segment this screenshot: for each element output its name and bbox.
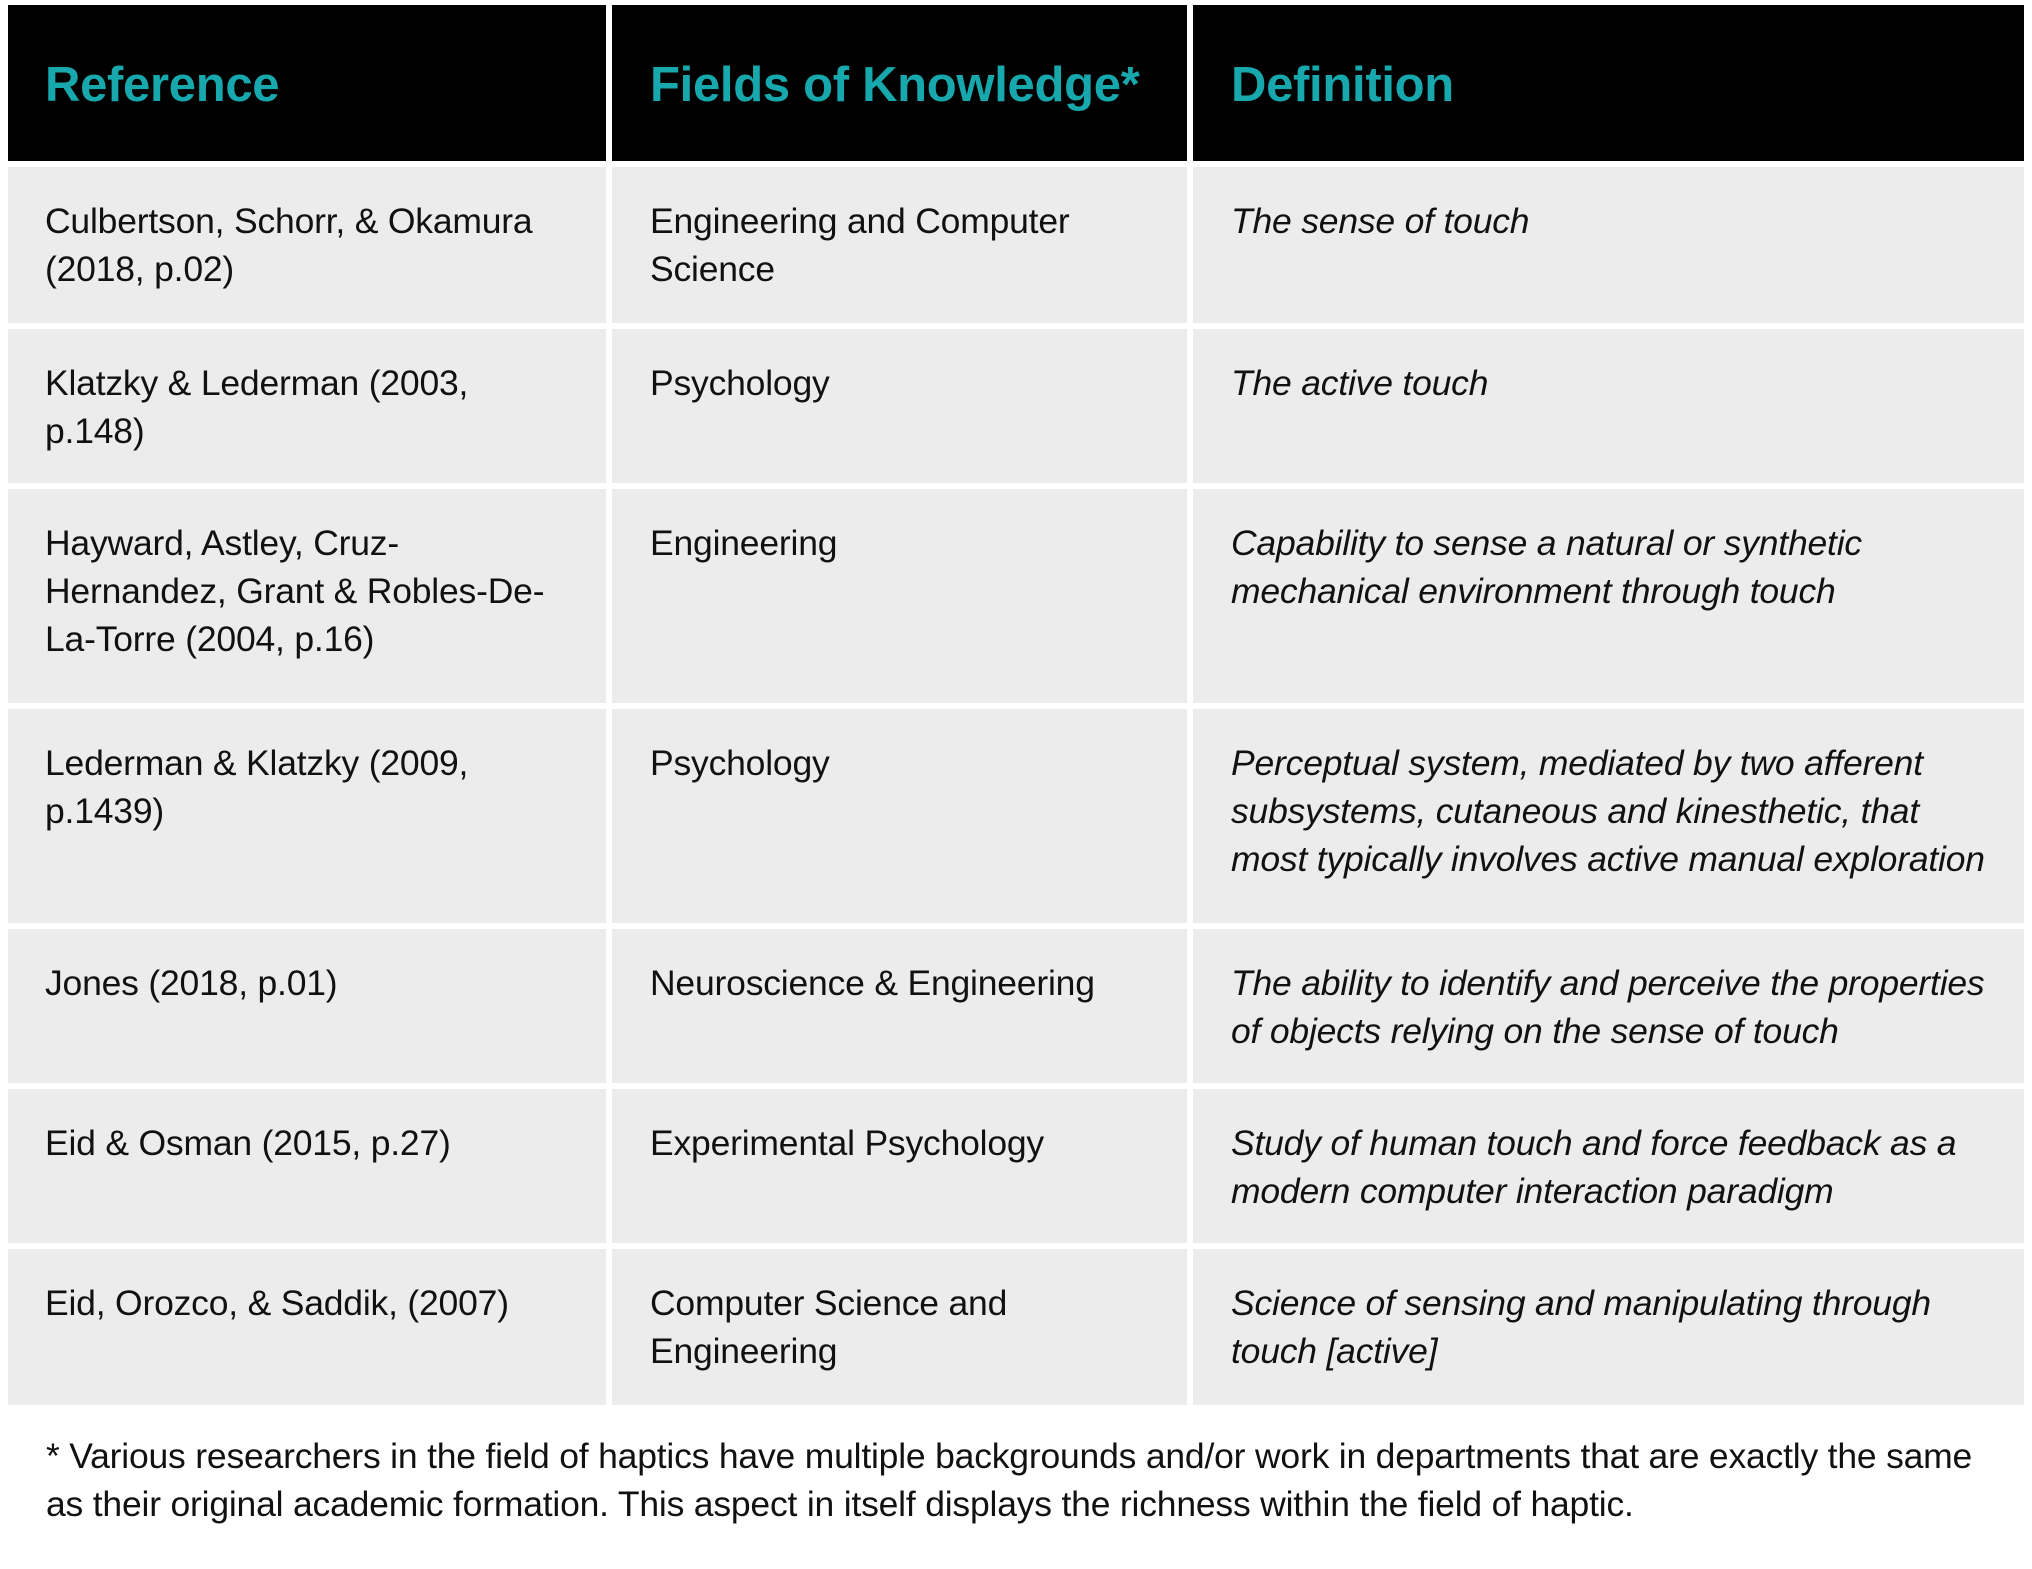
- reference-cell: Culbertson, Schorr, & Okamura (2018, p.02): [8, 167, 606, 323]
- definition-cell: Capability to sense a natural or synthetic mechanical environment through touch: [1193, 489, 2024, 703]
- table-row: [8, 929, 2024, 1083]
- table-row: [8, 329, 2024, 483]
- table-footnote: * Various researchers in the field of haptics have multiple backgrounds and/or work in departments that are exactly the same as their original academic formation. This aspect in itself displays the richness within the field of haptic.: [46, 1436, 1973, 1524]
- definition-cell: The sense of touch: [1193, 167, 2024, 323]
- field-cell: Neuroscience & Engineering: [612, 929, 1187, 1083]
- table-header-row: [8, 5, 2024, 161]
- field-cell: Engineering: [612, 489, 1187, 703]
- table-row: [8, 1249, 2024, 1405]
- field-cell: Psychology: [612, 329, 1187, 483]
- definition-cell: Perceptual system, mediated by two afferent subsystems, cutaneous and kinesthetic, that most typically involves active manual exploration: [1193, 709, 2024, 923]
- reference-cell: Eid & Osman (2015, p.27): [8, 1089, 606, 1243]
- header-fields-of-knowledge: [612, 5, 1187, 161]
- definition-cell: Science of sensing and manipulating through touch [active]: [1193, 1249, 2024, 1405]
- field-cell: Engineering and Computer Science: [612, 167, 1187, 323]
- reference-cell: Hayward, Astley, Cruz-Hernandez, Grant & Robles-De-La-Torre (2004, p.16): [8, 489, 606, 703]
- table-row: [8, 709, 2024, 923]
- definition-cell: The active touch: [1193, 329, 2024, 483]
- header-definition: [1193, 5, 2024, 161]
- reference-cell: Klatzky & Lederman (2003, p.148): [8, 329, 606, 483]
- header-definition-label: Definition: [1231, 58, 1454, 112]
- reference-cell: Eid, Orozco, & Saddik, (2007): [8, 1249, 606, 1405]
- field-cell: Experimental Psychology: [612, 1089, 1187, 1243]
- header-fields-label: Fields of Knowledge*: [650, 58, 1140, 112]
- field-cell: Computer Science and Engineering: [612, 1249, 1187, 1405]
- field-cell: Psychology: [612, 709, 1187, 923]
- haptics-definitions-table: [8, 5, 2024, 1411]
- table-row: [8, 167, 2024, 323]
- reference-cell: Jones (2018, p.01): [8, 929, 606, 1083]
- header-reference-label: Reference: [45, 58, 280, 112]
- definition-cell: The ability to identify and perceive the properties of objects relying on the sense of touch: [1193, 929, 2024, 1083]
- reference-cell: Lederman & Klatzky (2009, p.1439): [8, 709, 606, 923]
- table-row: [8, 1089, 2024, 1243]
- header-reference: [8, 5, 606, 161]
- table-row: [8, 489, 2024, 703]
- definition-cell: Study of human touch and force feedback as a modern computer interaction paradigm: [1193, 1089, 2024, 1243]
